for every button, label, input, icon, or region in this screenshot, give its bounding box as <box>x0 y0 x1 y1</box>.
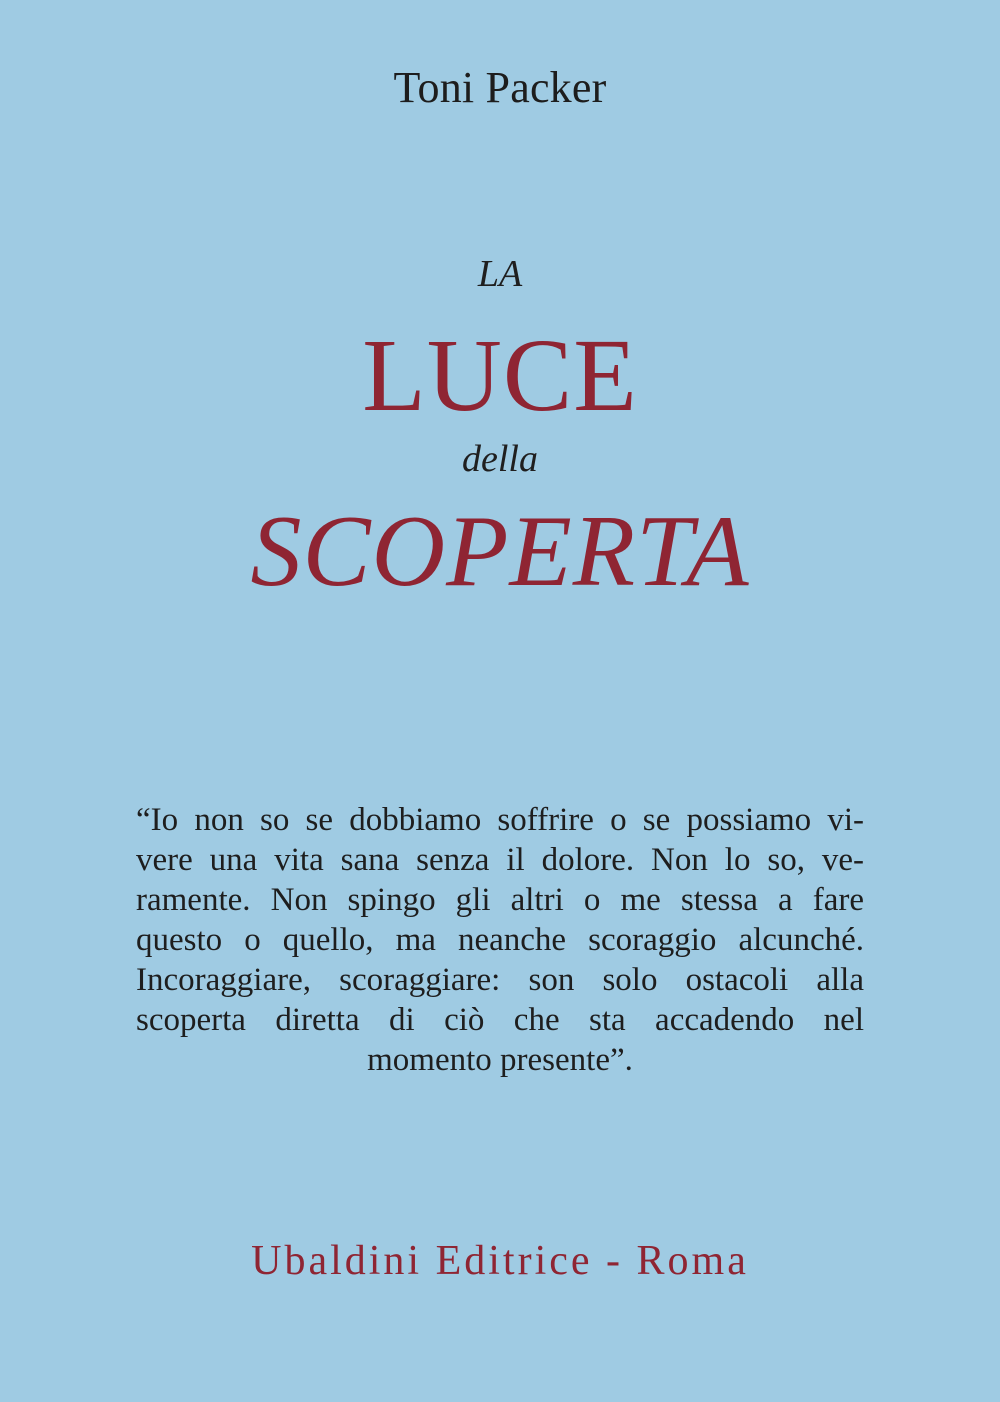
author-name: Toni Packer <box>393 63 607 112</box>
quote-line: scoperta diretta di ciò che sta accadendo nel <box>136 1002 864 1038</box>
cover-quote <box>136 800 864 1080</box>
quote-line: vere una vita sana senza il dolore. Non lo so, ve- <box>136 842 864 878</box>
publisher-name: Ubaldini Editrice - Roma <box>251 1238 749 1284</box>
title-preposition: della <box>462 438 538 480</box>
title-main-word: LUCE <box>362 318 638 433</box>
quote-line: Incoraggiare, scoraggiare: son solo ostacoli alla <box>136 962 864 998</box>
quote-line: questo o quello, ma neanche scoraggio alcunché. <box>136 922 864 958</box>
quote-line: “Io non so se dobbiamo soffrire o se possiamo vi- <box>136 802 864 838</box>
title-subject-word: SCOPERTA <box>250 495 750 608</box>
title-article: LA <box>477 253 523 295</box>
quote-line: momento presente”. <box>367 1042 633 1078</box>
quote-line: ramente. Non spingo gli altri o me stessa a fare <box>136 882 864 918</box>
